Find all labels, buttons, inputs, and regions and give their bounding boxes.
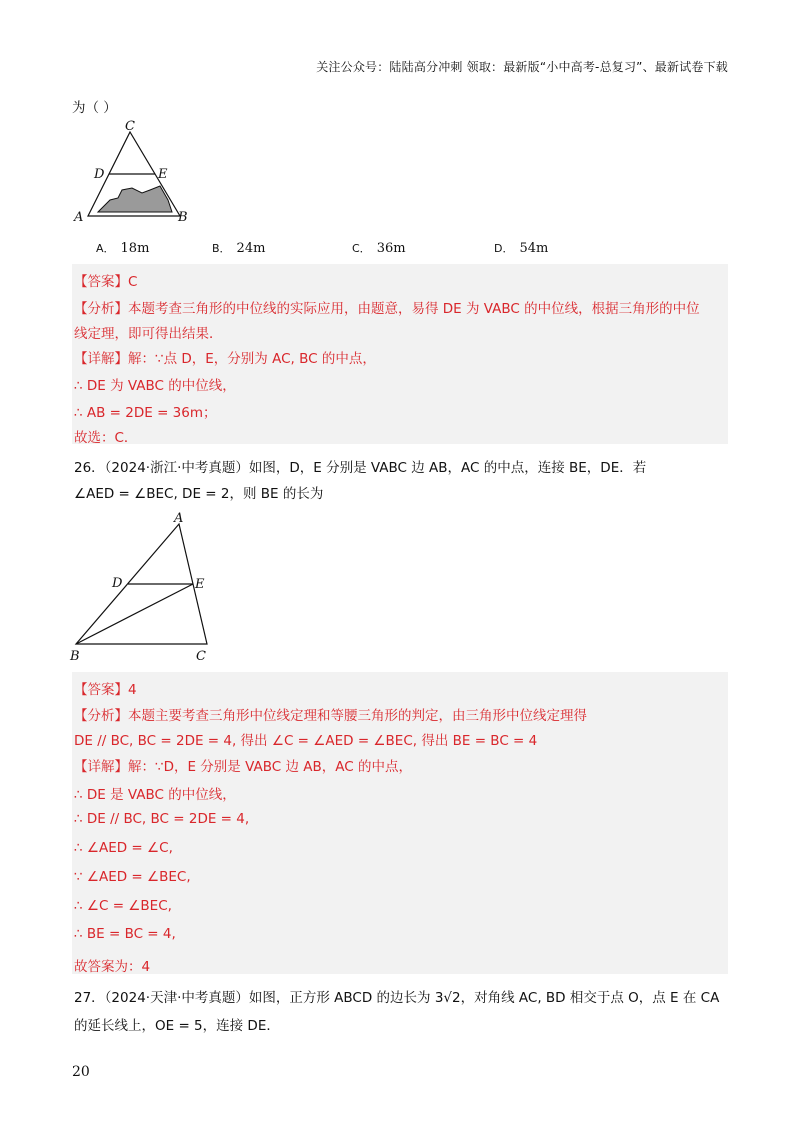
page-number: 20 xyxy=(72,1064,90,1080)
q25-detail-l1: 【详解】解：∵点 D，E，分别为 AC, BC 的中点， xyxy=(74,351,376,367)
q26-detail-l8: 故答案为：4 xyxy=(74,959,151,975)
option-b: B． 24m xyxy=(212,241,266,256)
pond-shape xyxy=(98,186,172,212)
q26-analysis-l1: 【分析】本题主要考查三角形中位线定理和等腰三角形的判定，由三角形中位线定理得 xyxy=(74,708,587,724)
q26-detail-l7: ∴ BE = BC = 4, xyxy=(74,926,176,942)
page-header: 关注公众号：陆陆高分冲刺 领取：最新版“小中高考-总复习”、最新试卷下载 xyxy=(316,60,728,74)
q26-detail-l4: ∴ ∠AED = ∠C, xyxy=(74,840,173,856)
label-a: A xyxy=(74,210,84,225)
label-d: D xyxy=(94,167,105,182)
q26-triangle-figure xyxy=(66,508,226,668)
label-a: A xyxy=(174,511,184,526)
q25-detail-l3: ∴ AB = 2DE = 36m； xyxy=(74,405,217,421)
q25-detail-l4: 故选：C． xyxy=(74,430,138,446)
label-b: B xyxy=(70,649,80,664)
q25-detail-l2: ∴ DE 为 VABC 的中位线， xyxy=(74,378,236,394)
q25-triangle-figure xyxy=(70,118,200,230)
q26-detail-l2: ∴ DE 是 VABC 的中位线， xyxy=(74,787,236,803)
q25-stem-tail: 为（ ） xyxy=(72,100,117,116)
option-c: C． 36m xyxy=(352,241,406,256)
q27-stem-l2: 的延长线上，OE = 5，连接 DE． xyxy=(74,1018,280,1034)
q26-detail-l5: ∵ ∠AED = ∠BEC, xyxy=(74,869,191,885)
option-a: A． 18m xyxy=(96,241,150,256)
q26-answer-line: 【答案】4 xyxy=(74,682,137,698)
q25-answer-line: 【答案】C xyxy=(74,274,138,290)
q25-analysis-l2: 线定理，即可得出结果． xyxy=(74,326,223,342)
q26-analysis-l2: DE // BC, BC = 2DE = 4, 得出 ∠C = ∠AED = ∠BEC, 得出 BE = BC = 4 xyxy=(74,733,538,749)
q26-stem-l2: ∠AED = ∠BEC, DE = 2，则 BE 的长为 xyxy=(74,486,324,502)
label-c: C xyxy=(196,649,206,664)
segment-be xyxy=(76,584,193,644)
q26-detail-l6: ∴ ∠C = ∠BEC, xyxy=(74,898,172,914)
option-d: D． 54m xyxy=(494,241,549,256)
label-c: C xyxy=(125,119,135,134)
q27-stem-l1: 27．（2024·天津·中考真题）如图，正方形 ABCD 的边长为 3√2，对角线 AC, BD 相交于点 O，点 E 在 CA xyxy=(74,990,720,1006)
label-d: D xyxy=(112,576,123,591)
q26-detail-l3: ∴ DE // BC, BC = 2DE = 4, xyxy=(74,811,250,827)
label-b: B xyxy=(178,210,188,225)
label-e: E xyxy=(158,167,168,182)
q25-analysis-l1: 【分析】本题考查三角形的中位线的实际应用，由题意，易得 DE 为 VABC 的中位线，根据三角形的中位 xyxy=(74,301,700,317)
q26-detail-l1: 【详解】解：∵D，E 分别是 VABC 边 AB，AC 的中点， xyxy=(74,759,412,775)
q26-stem-l1: 26．（2024·浙江·中考真题）如图，D，E 分别是 VABC 边 AB，AC 的中点，连接 BE，DE．若 xyxy=(74,460,647,476)
label-e: E xyxy=(195,577,205,592)
